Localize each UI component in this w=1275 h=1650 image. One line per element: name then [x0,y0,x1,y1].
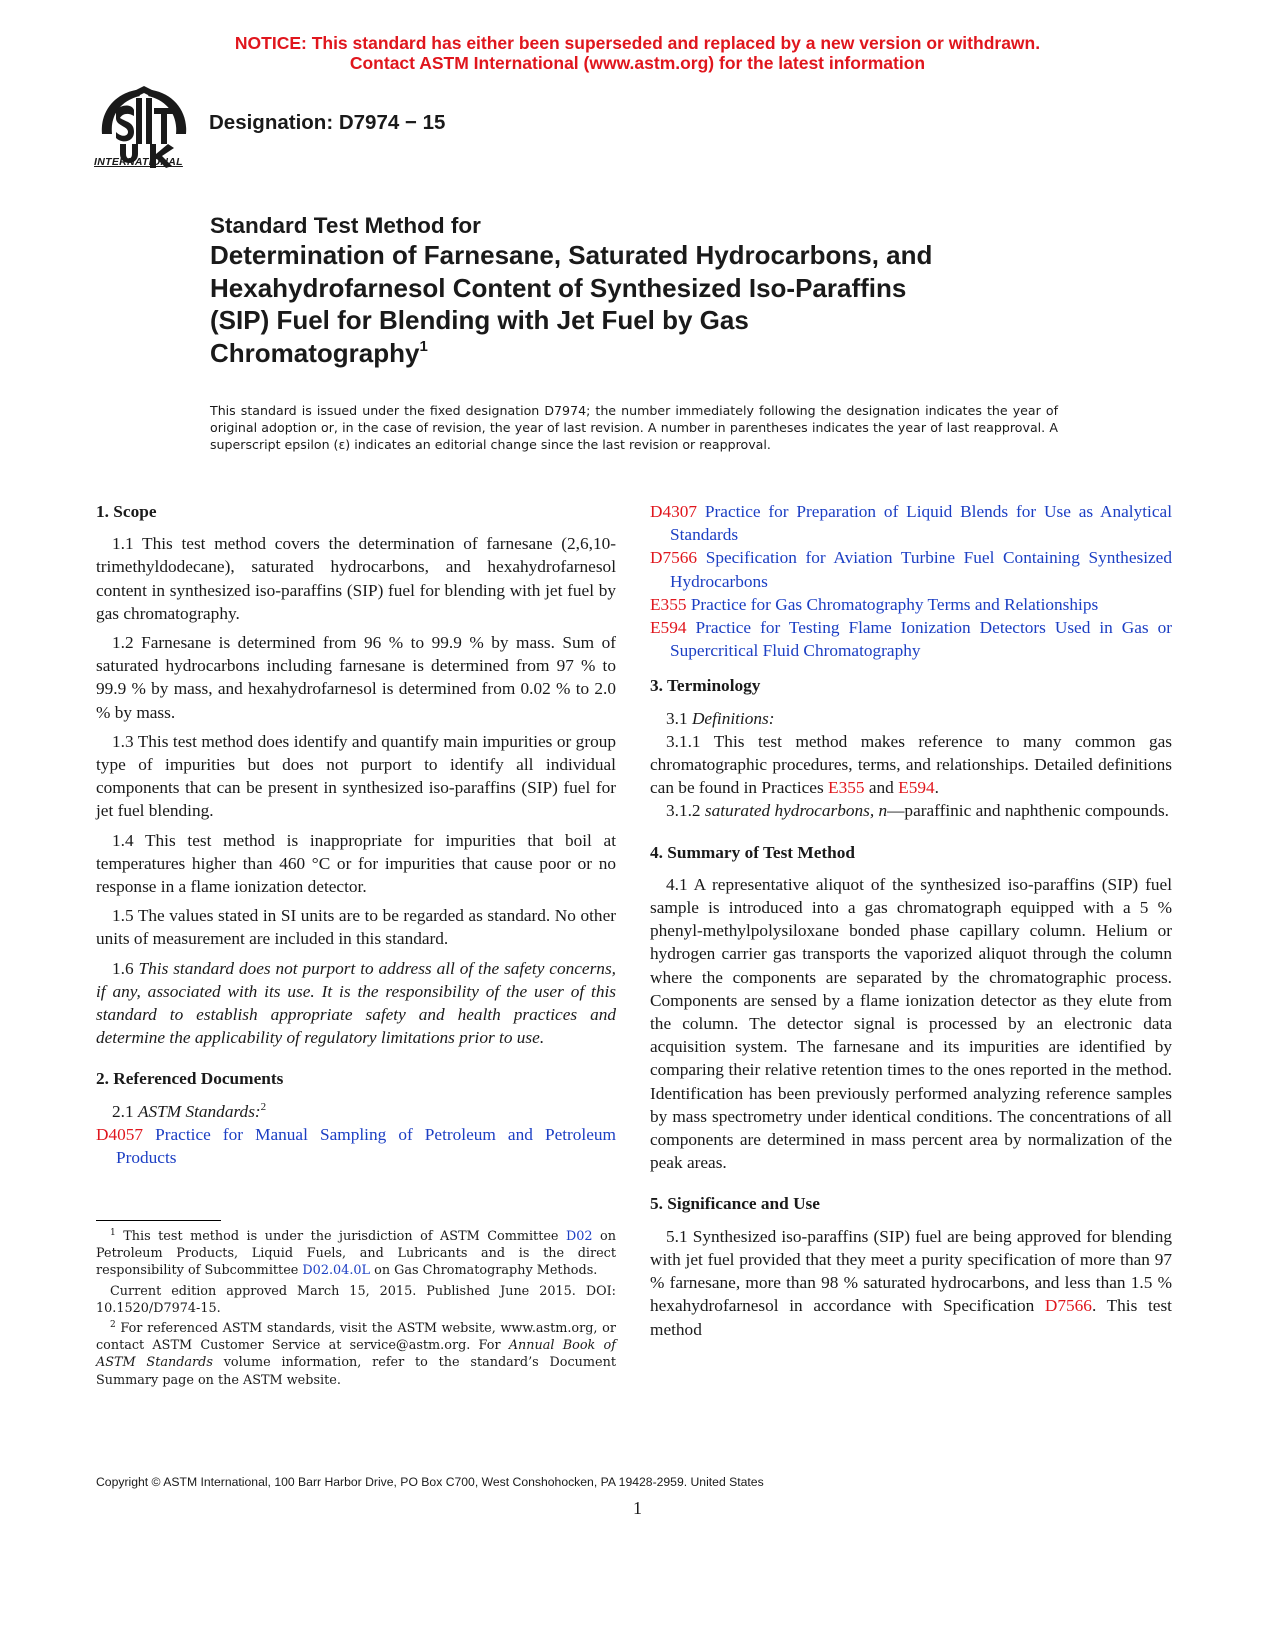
para-3-1-label: Definitions: [691,708,775,728]
right-column [650,500,1172,1347]
title-line-5 [210,337,1070,370]
logo-text: INTERNATIONAL [94,156,183,168]
title-line-4: (SIP) Fuel for Blending with Jet Fuel by Gas [210,305,749,335]
ref-d7566-inline[interactable]: D7566 [1044,1296,1092,1316]
footnote-2-mark: 2 [110,1320,116,1331]
para-5-1-end: . This test method [650,1296,1172,1339]
para-1-6 [96,957,616,1050]
para-1-3: 1.3 This test method does identify and quantify main impurities or group type of impurities but does not purport to identify all individual components that can be present in synthesized iso-paraffins (SIP) fuel for jet fuel blending. [96,731,616,821]
para-2-1-num: 2.1 [112,1101,134,1121]
title-footnote-mark[interactable]: 1 [419,337,428,355]
notice-line-2: Contact ASTM International (www.astm.org) for the latest information [349,53,926,73]
ref-title[interactable]: Practice for Testing Flame Ionization Detectors Used in Gas or Supercritical Fluid Chromatography [670,618,1172,661]
para-1-4: 1.4 This test method is inappropriate for impurities that boil at temperatures higher than 460 °C or for impurities that cause poor or no response in a flame ionization detector. [96,830,616,897]
title-line-1: Standard Test Method for [210,213,481,238]
notice-line-1: NOTICE: This standard has either been superseded and replaced by a new version or withdrawn. [234,33,1041,53]
subcommittee-link[interactable]: D02.04.0L [302,1263,371,1279]
committee-link[interactable]: D02 [565,1229,593,1244]
ref-code[interactable]: E355 [650,594,687,614]
para-5-1 [650,1225,1172,1341]
para-3-1 [650,707,1172,730]
footnote-1-text-a: This test method is under the jurisdiction of ASTM Committee [123,1229,559,1244]
ref-d7566 [650,546,1172,592]
footnote-1-text-c: on Gas Chromatography Methods. [374,1263,598,1279]
para-2-1-label: ASTM Standards: [137,1101,261,1121]
terminology-heading: 3. Terminology [650,676,761,696]
title-line-2: Determination of Farnesane, Saturated Hydrocarbons, and [210,240,933,270]
footnote-1-text-b: on Petroleum Products, Liquid Fuels, and Lubricants and is the direct responsibility of Subcommittee [96,1229,616,1279]
para-3-1-num: 3.1 [666,708,688,728]
para-1-6-text: This standard does not purport to address all of the safety concerns, if any, associated with its use. It is the responsibility of the user of this standard to establish appropriate safety and health practices and determine the applicability of regulatory limitations prior to use. [96,958,616,1048]
document-title [210,213,1070,369]
ref-d4057 [96,1123,616,1169]
para-1-6-num: 1.6 [112,958,134,978]
para-3-1-1-end: . [934,778,939,798]
para-3-1-1-text: 3.1.1 This test method makes reference to many common gas chromatographic procedures, terms, and relationships. Detailed definitions can be found in Practices [650,731,1172,798]
astm-logo-icon [92,82,196,178]
para-1-1: 1.1 This test method covers the determination of farnesane (2,6,10-trimethyldodecane), saturated hydrocarbons, and hexahydrofarnesol content in synthesized iso-paraffins (SIP) fuel for blending with jet fuel by gas chromatography. [96,534,616,623]
ref-e355 [650,593,1172,616]
page-number: 1 [633,1498,642,1518]
para-1-5: 1.5 The values stated in SI units are to be regarded as standard. No other units of measurement are included in this standard. [96,906,616,949]
title-line-5-text: Chromatography [210,337,420,368]
ref-title[interactable]: Specification for Aviation Turbine Fuel Containing Synthesized Hydrocarbons [670,548,1172,591]
footnote-2-text-a: For referenced ASTM standards, visit the ASTM website, www.astm.org, or contact ASTM Customer Service at service@astm.org. For [96,1321,616,1354]
ref-e594-inline[interactable]: E594 [898,778,935,798]
ref-title[interactable]: Practice for Preparation of Liquid Blends for Use as Analytical Standards [670,502,1172,545]
para-3-1-1-and: and [868,778,894,798]
footnote-2 [96,1320,616,1389]
ref-code[interactable]: E594 [650,618,687,638]
significance-heading: 5. Significance and Use [650,1194,820,1214]
issuance-note: This standard is issued under the fixed designation D7974; the number immediately following the designation indicates the year of original adoption or, in the case of revision, the year of last revision. A number in parentheses indicates the year of last reapproval. A superscript epsilon (ε) indicates an editorial change since the last revision or reapproval. [210,403,1058,452]
withdrawal-notice [0,33,1275,73]
para-2-1 [96,1100,616,1123]
referenced-docs-heading: 2. Referenced Documents [96,1069,284,1089]
ref-d4307 [650,500,1172,546]
para-3-1-1 [650,730,1172,800]
para-4-1: 4.1 A representative aliquot of the synthesized iso-paraffins (SIP) fuel sample is introduced into a gas chromatograph equipped with a 5 % phenyl-methylpolysiloxane bonded phase capillary column. Helium or hydrogen carrier gas transports the vaporized aliquot through the column where the components are separated by the chromatographic process. Components are sensed by a flame ionization detector as they elute from the column. The detector signal is processed by an electronic data acquisition system. The farnesane and its impurities are identified by comparing their relative retention times to the ones reported in the method. Identification has been previously performed analyzing reference samples by mass spectrometry under identical conditions. The concentrations of all components are determined in mass percent area by normalization of the peak areas. [650,874,1172,1173]
copyright-line: Copyright © ASTM International, 100 Barr Harbor Drive, PO Box C700, West Conshohocken, PA 19428-2959. United States [96,1475,764,1489]
footnote-1 [96,1228,616,1280]
para-1-2: 1.2 Farnesane is determined from 96 % to 99.9 % by mass. Sum of saturated hydrocarbons including farnesane is determined from 97 % to 99.9 % by mass, and hexahydrofarnesol is determined from 0.02 % to 2.0 % by mass. [96,633,616,722]
ref-title[interactable]: Practice for Gas Chromatography Terms and Relationships [690,594,1099,614]
ref-code[interactable]: D4057 [96,1124,144,1144]
para-2-1-mark[interactable]: 2 [260,1100,267,1113]
title-line-3: Hexahydrofarnesol Content of Synthesized Iso-Paraffins [210,272,907,303]
scope-heading: 1. Scope [96,502,157,521]
edition-note: Current edition approved March 15, 2015. Published June 2015. DOI: 10.1520/D7974-15. [96,1283,616,1316]
left-column [96,500,616,1169]
designation: Designation: D7974 − 15 [209,111,446,134]
para-3-1-2 [650,799,1172,822]
ref-title[interactable]: Practice for Manual Sampling of Petroleum and Petroleum Products [116,1124,616,1168]
ref-code[interactable]: D4307 [650,502,698,521]
footnotes [96,1228,616,1392]
ref-e594 [650,616,1172,662]
footnote-1-mark: 1 [110,1228,116,1238]
para-3-1-2-num: 3.1.2 [666,801,701,821]
footnote-2-italic: Annual Book of ASTM Standards [96,1338,616,1371]
para-3-1-2-term: saturated hydrocarbons, n [704,801,888,821]
footnote-2-text-b: volume information, refer to the standard’s Document Summary page on the ASTM website. [96,1355,616,1388]
para-5-1-text: 5.1 Synthesized iso-paraffins (SIP) fuel are being approved for blending with jet fuel provided that they meet a purity specification of more than 97 % farnesane, more than 98 % saturated hydrocarbons, and less than 1.5 % hexahydrofarnesol in accordance with Specification [650,1226,1172,1316]
ref-code[interactable]: D7566 [650,548,698,568]
ref-e355-inline[interactable]: E355 [828,778,865,798]
footnote-rule [96,1220,221,1221]
summary-heading: 4. Summary of Test Method [650,842,855,862]
para-3-1-2-text: —paraffinic and naphthenic compounds. [887,801,1169,821]
